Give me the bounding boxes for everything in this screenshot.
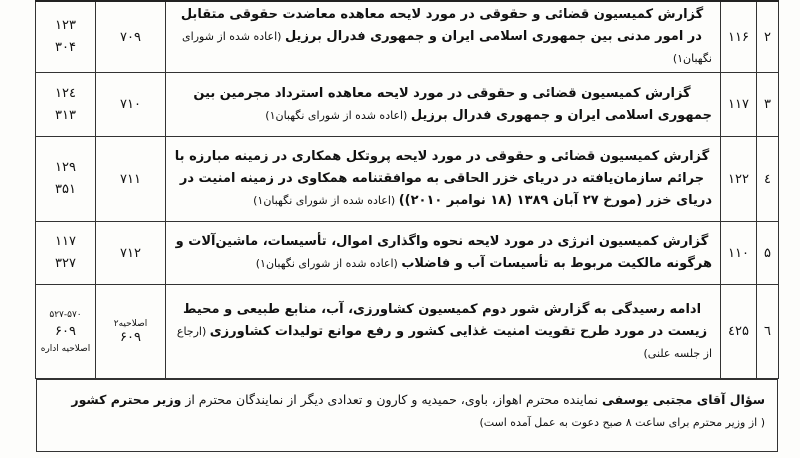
question-line [49,388,765,411]
item-text: گزارش کمیسیون قضائی و حقوقی در مورد لایحه پروتکل همکاری در زمینه مبارزه با جرائم سازمان‌یافته در دریای خزر الحاقی به موافقتنامه همکاوی در زمینه امنیت در دریای خزر (مورخ ۲۷ آبان ۱۳۸۹ (۱۸ نوامبر ۲۰۱۰)) [174,149,712,208]
registration-number: ٤۲۵ [721,285,757,379]
question-text: نماینده محترم اهواز، باوی، حمیدیه و کارون و تعدادی دیگر از نمایندگان محترم از [185,392,598,407]
table-row [36,222,779,285]
row-number: ۵ [757,222,779,285]
item-note: (اعاده شده از شورای نگهبان۱) [265,108,411,122]
table-row [36,137,779,222]
agenda-table [35,0,779,379]
question-minister: وزیر محترم کشور [71,392,182,407]
page-numbers [36,137,96,222]
print-number [96,285,166,379]
item-note: (اعاده شده از شورای نگهبان۱) [255,257,402,270]
registration-number: ۱۱۷ [721,73,757,137]
registration-number: ۱۱۰ [721,222,757,285]
page-number: ۱۱۷ [55,234,76,249]
print-amendment-note: اصلاحیه۲ [113,319,148,329]
item-description [166,285,721,379]
print-number: ۷۱۲ [96,222,166,285]
table-row [36,73,779,137]
item-text: گزارش کمیسیون انرژی در مورد لایحه نحوه واگذاری اموال، تأسیسات، ماشین‌آلات و هرگونه مالکیت مربوط به تأسیسات آب و فاضلاب [175,234,712,271]
item-description [166,137,721,222]
page-numbers [36,73,96,137]
pages-amendment-note: اصلاحیه‌ اداره [40,343,91,354]
page-number: ۵۲۷-۵۷۰ [49,309,82,320]
question-subject: سؤال آقای مجتبی یوسفی [601,392,765,407]
registration-number: ۱۲۲ [721,137,757,222]
item-text: گزارش کمیسیون قضائی و حقوقی در مورد لایحه معاهده استرداد مجرمین بین جمهوری اسلامی ایران و جمهوری فدرال برزیل [193,85,712,123]
question-box [36,379,778,452]
item-description [166,222,721,285]
page-number: ۶۰۹ [55,323,76,339]
item-note: (اعاده شده از شورای نگهبان۱) [182,30,712,65]
table-row [36,1,779,73]
print-number: ۷۰۹ [96,1,166,73]
row-number: ۳ [757,73,779,137]
item-note: (ارجاع از جلسه علنی) [176,324,712,360]
row-number: ۲ [757,1,779,73]
page-numbers [36,285,96,379]
item-text: گزارش کمیسیون قضائی و حقوقی در مورد لایحه معاهده معاضدت حقوقی متقابل در امور مدنی بین جمهوری اسلامی ایران و جمهوری فدرال برزیل [180,7,704,44]
page-number: ۳۵۱ [55,182,76,197]
print-number: ۷۱۰ [96,73,166,137]
page-number: ۱۲۳ [55,18,76,33]
item-description [166,1,721,73]
row-number: ٤ [757,137,779,222]
row-number: ٦ [757,285,779,379]
page-numbers [36,1,96,73]
page-numbers [36,222,96,285]
registration-number: ۱۱۶ [721,1,757,73]
table-row [36,285,779,379]
question-note: ( از وزیر محترم برای ساعت ۸ صبح دعوت به عمل آمده است) [479,416,765,429]
item-text: ادامه رسیدگی به گزارش شور دوم کمیسیون کشاورزی، آب، منابع طبیعی و محیط زیست در مورد طرح تقویت امنیت غذایی کشور و رفع موانع تولیدات کشاورزی [182,301,708,339]
print-number: ۷۱۱ [96,137,166,222]
print-number-value: ۶۰۹ [120,330,141,345]
page-number: ۱۲۹ [55,160,76,175]
item-description [166,73,721,137]
page-number: ۳۲۷ [55,256,76,271]
page-number: ۱۲٤ [55,85,76,101]
page-number: ۳۱۳ [55,107,76,123]
page-number: ۳۰۴ [55,40,76,55]
item-note: (اعاده شده از شورای نگهبان۱) [253,194,399,207]
